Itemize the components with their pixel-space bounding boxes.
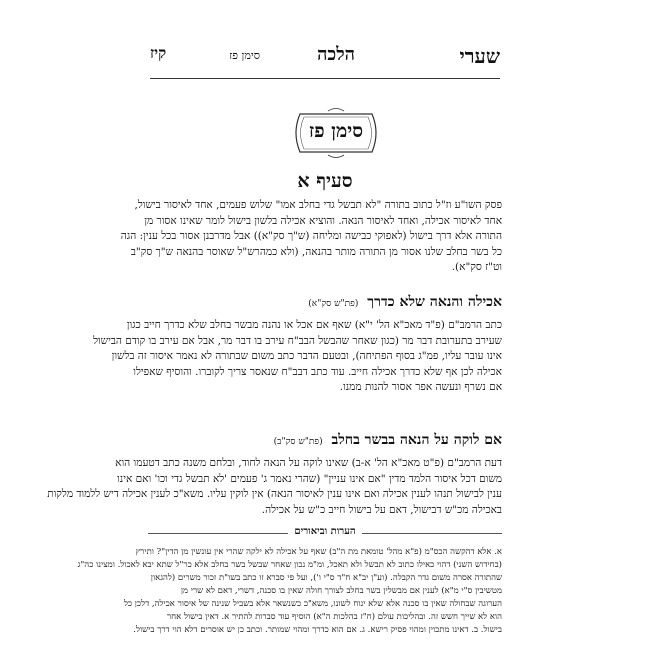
intro-line: פסק השו"ע וז"ל כתוב בתורה "לא תבשל גדי בחלב אמו" שלוש פעמים, אחד לאיסור בישול,: [134, 199, 502, 211]
notes-divider-line: [148, 533, 288, 534]
section-heading-title: אם לוקה על הנאה בבשר בחלב: [331, 432, 502, 448]
section-paragraph: [47, 456, 502, 518]
running-header: [0, 44, 650, 74]
section-line: ענין לבישול תנהו לענין אכילה ואם אינו ענין לאיסור הנאה) אין לוקין עליו. משא"כ לענין אכילה דיש ללמוד מלקות: [47, 488, 502, 500]
section-line: אם נשרף ונעשה אפר אסור להנות ממנו.: [339, 381, 502, 393]
intro-paragraph: [120, 198, 502, 276]
seif-title: סעיף א: [297, 170, 353, 192]
siman-title: סימן פז: [308, 120, 364, 142]
section-line: דעת הרמב"ם (פ"ט מאכ"א הל' א-ב) שאינו לוקה על הנאה לחוד, ובלחם משנה כתב דטעמו הוא: [115, 457, 502, 469]
intro-line: אחד לאיסור אכילה, ואחד לאיסור הנאה. והוציא אכילה בלשון בישול לומר שאינו אסור מן: [144, 214, 502, 227]
intro-line: וט"ז סק"א).: [451, 261, 502, 273]
section-heading-title: אכילה והנאה שלא כדרך: [367, 294, 502, 310]
siman-cartouche: [290, 108, 382, 158]
intro-line: התורה אלא דרך בישול (לאפוקי כבישה ומליחה (ש"ך סק"א)) אבל מדרבנן אסור בכל ענין: הגה: [120, 230, 502, 242]
notes-label: הערות וביאורים: [294, 526, 356, 537]
section-heading: [308, 294, 502, 311]
section-line: משום דכל איסור הלמד מדין "אם אינו עניין" (שהרי נאמר ג' פעמים 'לא תבשל גדי וכו' ואם אינו: [117, 472, 502, 485]
note-line: בישול. ב. דאינו מתכוין ומהוי פסיק רישא. ג. אם הוא כדרך ומהוי שמותר. וכתב כן יש אוסרים דלא הוי דרך בישול.: [133, 625, 502, 635]
note-line: שהתורה אסרה משום גדר הקבלה. (וע"ן יב"א ח"ד ס"י ו'), ועל פי סברא זו כתב בשו"ת זכור משרים (להגאון: [150, 573, 502, 583]
note-line: א. אלא דהקשה הכס"מ (פ"א מהל' טומאת מת ה"ב) שאף על אכילה לא ילקה שהרי אין עונשין מן הדין"? ותירץ: [135, 547, 502, 557]
section-heading-source: (פת"ש סק"ב): [273, 437, 323, 447]
note-line: הערוגה שבחולה שאין בו סכנה אלא שלא ינוח לשונו, משא"כ כשנשאר אלא בשביל שנינה של איסור אכילה, דלכן כל: [123, 599, 502, 609]
header-section-title: הלכה: [317, 44, 355, 65]
note-line: (בחידוש השני) דהוי כאילו כתוב לא תבשל ולא תאכל, ומ"מ נכון שאחר שבשל בשר בחלב אלא כר"ל שתא יבא לאכול. ומצינו כה"ג: [77, 560, 502, 570]
header-siman-label: סימן פז: [229, 49, 260, 62]
header-book-title: שערי: [459, 44, 500, 68]
intro-line: כל בשר בחלב שלנו אסור מן התורה מותר בהנאה, (ולא כמהרש"ל שאוסר בהנאה ש"ך סק"ב: [130, 245, 502, 258]
notes-section: [77, 546, 502, 637]
section-line: באכילה מכ"ש דבישול, דאם על בישול חייב כ"ש על אכילה.: [261, 503, 502, 516]
note-line: מטשיבין ס"י מ"א) לענין אם מבשלין בשר בחלב לצורך חולה שאין בו סכנה, דשרי, דאם לא שרי מן: [180, 586, 502, 596]
page-number: קיז: [150, 44, 167, 62]
section-heading-source: (פת"ש סק"א): [308, 299, 359, 309]
section-line: שעירב בתערובת דבר מר (כגון שאחר שהבשל הבב"ח עירב בו דבר מר, אבל אם עירב בו קודם הבישול: [93, 334, 502, 347]
section-line: כתב הרמב"ם (פ"ד מאכ"א הל' י"א) שאף אם אכל או נהנה מבשר בחלב שלא כדרך חייב כגון: [126, 319, 502, 331]
section-paragraph: [93, 318, 502, 396]
notes-divider: [148, 526, 502, 542]
section-line: אינו עובר עליו, פמ"ג בסוף הפתיחה), ובטעם הדבר כתב משום שבתורה לא נאמר איסור זה בלשון: [111, 350, 502, 362]
header-divider: [150, 78, 500, 79]
section-line: אכילה לכן אף שלא כדרך אכילה חייב. עוד כתב דבב"ח שנאסר צריך לקוברו. והוסיף שאפילו: [133, 365, 502, 378]
note-line: הוא לא שייך חשש זה. ובהליכות עולם (ח"ז בהלכות ה"א) הוסיף עוד סברות להתיר א. דאין בישול אחר: [166, 612, 502, 622]
section-heading: [274, 432, 502, 449]
